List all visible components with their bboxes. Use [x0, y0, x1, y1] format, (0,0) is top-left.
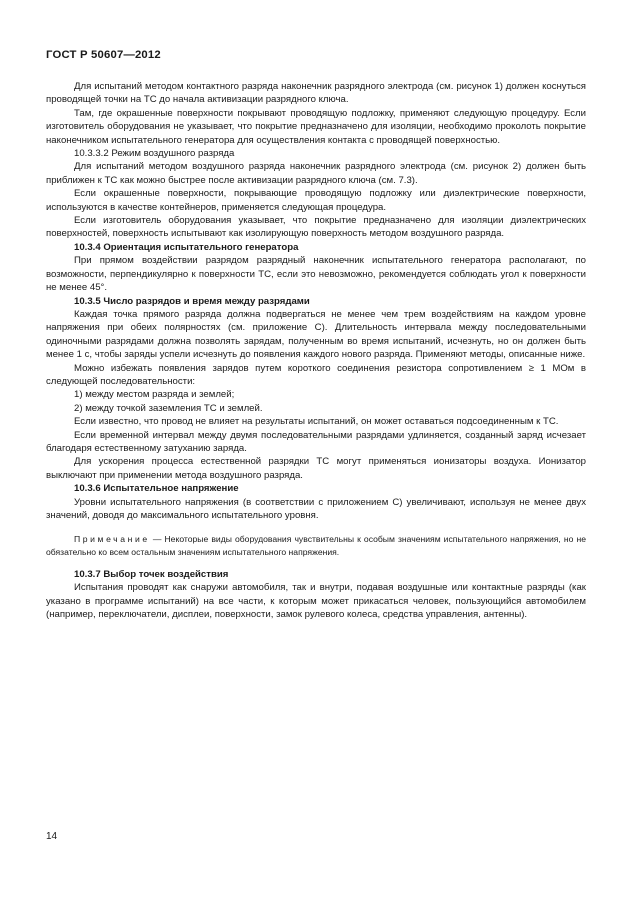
list-item: 2) между точкой заземления ТС и землей. [74, 402, 263, 414]
paragraph: Для испытаний методом воздушного разряда наконечник разрядного электрода (см. рисунок 2) должен быть приближен к ТС как можно быстрее после активизации разрядного ключа (см. 7.3). [46, 161, 586, 186]
document-header: ГОСТ Р 50607—2012 [46, 49, 161, 61]
subsection-heading: 10.3.3.2 Режим воздушного разряда [74, 148, 235, 160]
section-heading: 10.3.7 Выбор точек воздействия [74, 568, 229, 580]
note-label: Примечание [74, 534, 150, 545]
paragraph: Можно избежать появления зарядов путем короткого соединения резистора сопротивлением ≥ 1 МОм в следующей последовательности: [46, 362, 586, 387]
section-heading: 10.3.5 Число разрядов и время между разрядами [74, 295, 310, 307]
section-heading: 10.3.4 Ориентация испытательного генератора [74, 241, 299, 253]
paragraph: Для испытаний методом контактного разряда наконечник разрядного электрода (см. рисунок 1) должен коснуться проводящей точки на ТС до начала активизации разрядного ключа. [46, 81, 586, 106]
note-text: — Некоторые виды оборудования чувствительны к особым значениям испытательного напряжения, но не обязательно ко всем остальным значениям испытательного напряжения. [46, 534, 586, 557]
paragraph: Если временной интервал между двумя последовательными разрядами удлиняется, созданный заряд исчезает благодаря естественному затуханию заряда. [46, 429, 586, 454]
paragraph: Уровни испытательного напряжения (в соответствии с приложением С) увеличивают, используя не менее двух значений, доводя до максимального испытательного уровня. [46, 496, 586, 521]
list-item: 1) между местом разряда и землей; [74, 389, 235, 401]
page-number: 14 [46, 831, 58, 842]
paragraph: Каждая точка прямого разряда должна подвергаться не менее чем трем воздействиям на каждом уровне напряжения при обеих полярностях (см. приложение С). Длительность интервала между последовательными одиночными разрядами должна позволять зарядам, полученным во время испытаний, исчезнуть, но он должен быть менее 1 с, чтобы заряды успели исчезнуть до появления каждого нового разряда. Применяют методы, описанные ниже. [46, 308, 586, 361]
section-heading: 10.3.6 Испытательное напряжение [74, 483, 239, 495]
paragraph: Если известно, что провод не влияет на результаты испытаний, он может оставаться подсоединенным к ТС. [74, 416, 559, 428]
paragraph: Там, где окрашенные поверхности покрывают проводящую подложку, применяют следующую процедуру. Если изготовитель оборудования не указывает, что покрытие предназначено для изоляции, необходимо проколоть покрытие наконечником испытательного генератора для осуществления контакта с проводящей поверхностью. [46, 107, 586, 146]
paragraph: Если окрашенные поверхности, покрывающие проводящую подложку или диэлектрические поверхности, используются в качестве контейнеров, применяется следующая процедура. [46, 188, 586, 213]
paragraph: Для ускорения процесса естественной разрядки ТС могут применяться ионизаторы воздуха. Ионизатор выключают при применении метода воздушного разряда. [46, 456, 586, 481]
paragraph: Испытания проводят как снаружи автомобиля, так и внутри, подавая воздушные или контактные разряды (как указано в программе испытаний) на все части, к которым может прикасаться человек, пользующийся автомобилем (например, переключатели, дисплеи, поверхности, замок рулевого колеса, средства управления, антенны). [46, 582, 586, 621]
paragraph: При прямом воздействии разрядом разрядный наконечник испытательного генератора располагают, по возможности, перпендикулярно к поверхности ТС, если это невозможно, рекомендуется соблюдать угол к поверхности не менее 45°. [46, 255, 586, 294]
paragraph: Если изготовитель оборудования указывает, что покрытие предназначено для изоляции диэлектрических поверхностей, поверхность испытывают как изолирующую поверхность методом воздушного разряда. [46, 215, 586, 240]
note [46, 533, 586, 557]
page-body [46, 80, 586, 621]
